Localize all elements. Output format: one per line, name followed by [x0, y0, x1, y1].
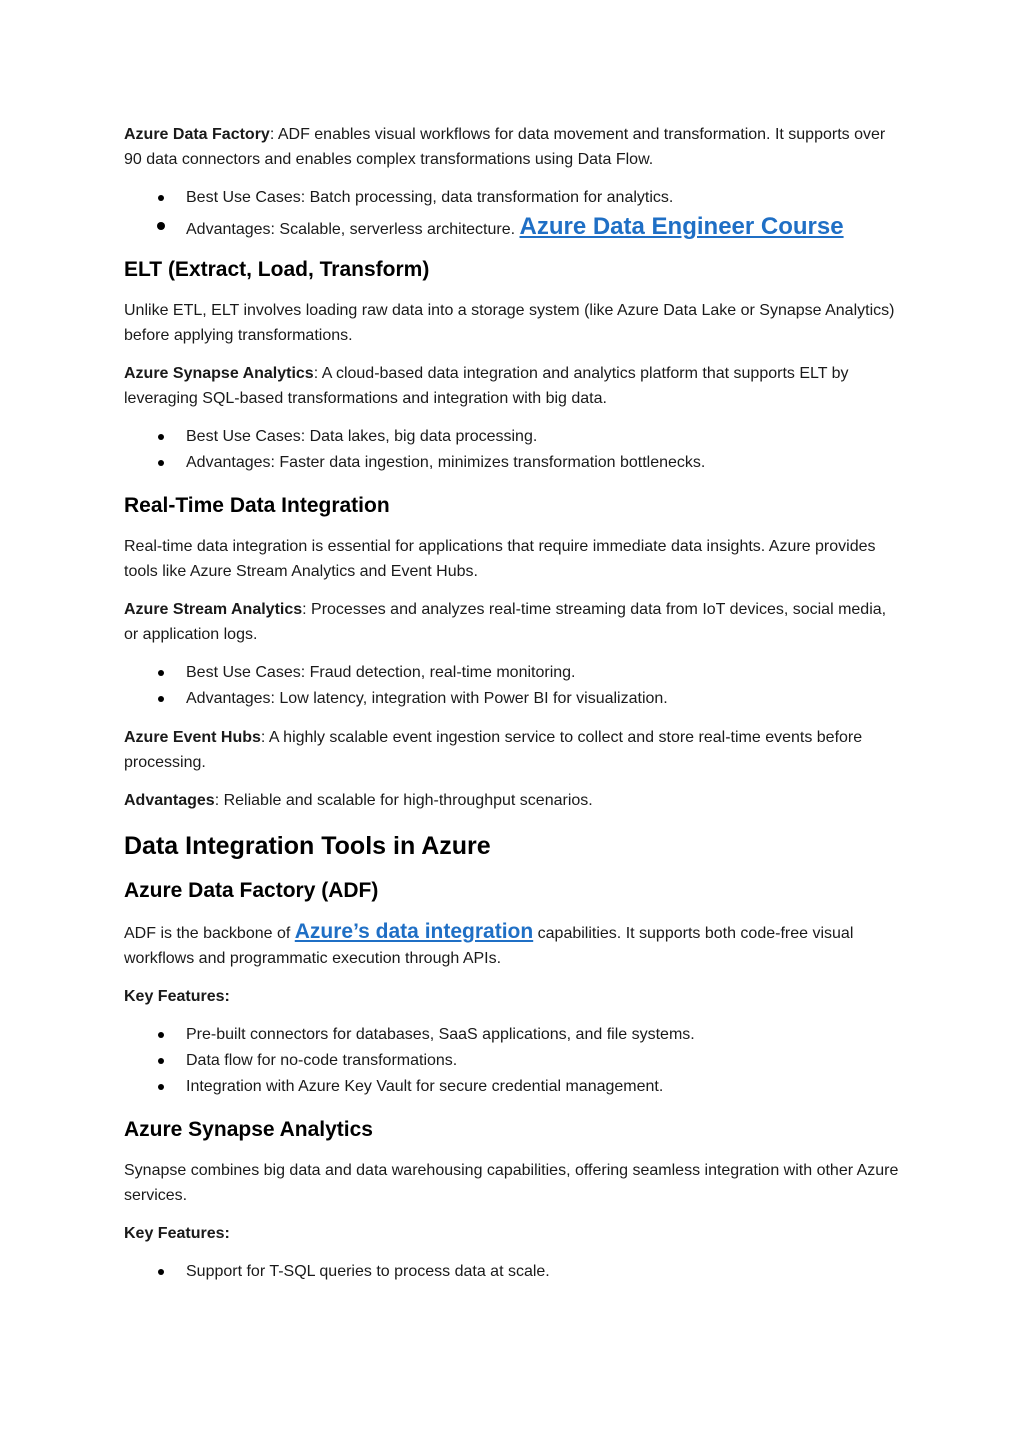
- synapse-key-features-label: [124, 1221, 899, 1246]
- synapse-elt-term: Azure Synapse Analytics: [124, 365, 314, 382]
- adf-heading: Azure Data Factory (ADF): [124, 879, 379, 902]
- synapse-heading: Azure Synapse Analytics: [124, 1118, 373, 1141]
- list-item: [124, 660, 899, 686]
- realtime-heading: Real-Time Data Integration: [124, 494, 390, 517]
- list-item: [124, 686, 899, 712]
- adf-backbone-paragraph: [124, 919, 899, 971]
- list-item-text: Best Use Cases: Data lakes, big data processing.: [186, 428, 538, 445]
- realtime-paragraph: Real-time data integration is essential for applications that require immediate data insights. Azure provides tools like Azure Stream Analytics and Event Hubs.: [124, 538, 876, 580]
- list-item-text: Advantages: Scalable, serverless architecture.: [186, 221, 520, 238]
- list-item: [124, 1074, 899, 1100]
- list-item-text: Integration with Azure Key Vault for secure credential management.: [186, 1078, 664, 1095]
- event-hubs-text: : A highly scalable event ingestion service to collect and store real-time events before processing.: [124, 729, 863, 771]
- adf-features-list: [124, 1022, 899, 1100]
- stream-analytics-text: : Processes and analyzes real-time streaming data from IoT devices, social media, or application logs.: [124, 601, 887, 643]
- list-item-text: Data flow for no-code transformations.: [186, 1052, 458, 1069]
- event-hubs-paragraph: [124, 725, 899, 775]
- list-item: [124, 1048, 899, 1074]
- synapse-elt-text: : A cloud-based data integration and analytics platform that supports ELT by leveraging SQL-based transformations and integration with big data.: [124, 365, 849, 407]
- azure-data-integration-link[interactable]: Azure’s data integration: [294, 920, 534, 943]
- synapse-key-features-text: Key Features:: [124, 1225, 230, 1242]
- list-item-text: Support for T-SQL queries to process data at scale.: [186, 1263, 550, 1280]
- synapse-elt-paragraph: [124, 361, 899, 411]
- adf-key-features-text: Key Features:: [124, 988, 230, 1005]
- synapse-paragraph: Synapse combines big data and data warehousing capabilities, offering seamless integration with other Azure services.: [124, 1162, 899, 1204]
- elt-heading: ELT (Extract, Load, Transform): [124, 258, 430, 281]
- tools-heading: Data Integration Tools in Azure: [124, 832, 491, 860]
- synapse-features-list: [124, 1259, 899, 1285]
- list-item: [124, 185, 899, 211]
- list-item: [124, 211, 899, 246]
- advantages-text: : Reliable and scalable for high-throughput scenarios.: [214, 792, 593, 809]
- list-item: [124, 1259, 899, 1285]
- stream-analytics-paragraph: [124, 597, 899, 647]
- list-item: [124, 424, 899, 450]
- list-item-text: Best Use Cases: Fraud detection, real-time monitoring.: [186, 664, 576, 681]
- advantages-paragraph: [124, 788, 899, 813]
- event-hubs-term: Azure Event Hubs: [124, 729, 261, 746]
- azure-data-engineer-course-link[interactable]: Azure Data Engineer Course: [519, 213, 844, 240]
- advantages-term: Advantages: [124, 792, 215, 809]
- adf-backbone-text-after: capabilities. It supports both code-free visual workflows and programmatic execution through APIs.: [124, 925, 854, 967]
- adf-intro-paragraph: [124, 122, 899, 172]
- elt-paragraph: Unlike ETL, ELT involves loading raw data into a storage system (like Azure Data Lake or Synapse Analytics) before applying transformations.: [124, 302, 895, 344]
- adf-key-features-label: [124, 984, 899, 1009]
- list-item-text: Pre-built connectors for databases, SaaS applications, and file systems.: [186, 1026, 695, 1043]
- list-item: [124, 1022, 899, 1048]
- document-page: [124, 122, 899, 1298]
- realtime-bullet-list: [124, 660, 899, 712]
- elt-bullet-list: [124, 424, 899, 476]
- list-item-text: Best Use Cases: Batch processing, data transformation for analytics.: [186, 189, 674, 206]
- list-item: [124, 450, 899, 476]
- stream-analytics-term: Azure Stream Analytics: [124, 601, 303, 618]
- adf-intro-text: : ADF enables visual workflows for data movement and transformation. It supports over 90 data connectors and enables complex transformations using Data Flow.: [124, 126, 886, 168]
- adf-intro-term: Azure Data Factory: [124, 126, 270, 143]
- adf-bullet-list: [124, 185, 899, 246]
- adf-backbone-text-before: ADF is the backbone of: [124, 925, 295, 942]
- list-item-text: Advantages: Faster data ingestion, minimizes transformation bottlenecks.: [186, 454, 706, 471]
- list-item-text: Advantages: Low latency, integration with Power BI for visualization.: [186, 690, 668, 707]
